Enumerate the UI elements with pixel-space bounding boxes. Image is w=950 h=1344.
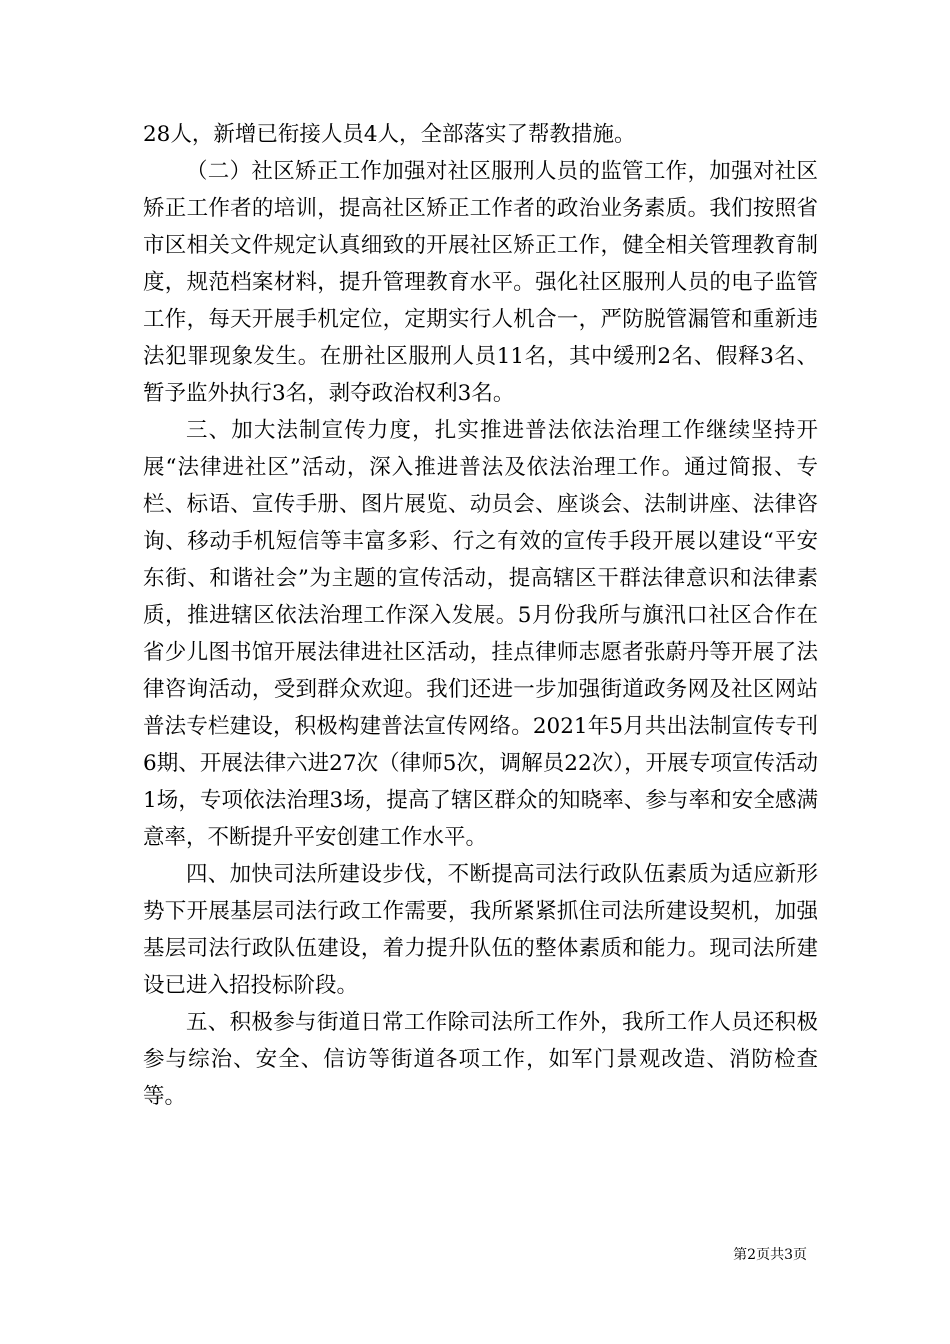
document-body (143, 116, 818, 1115)
paragraph-continuation: 28人，新增已衔接人员4人，全部落实了帮教措施。 (143, 122, 636, 147)
paragraph-community-correction: （二）社区矫正工作加强对社区服刑人员的监管工作，加强对社区矫正工作者的培训，提高社区矫正工作者的政治业务素质。我们按照省市区相关文件规定认真细致的开展社区矫正工作，健全相关管理教育制度，规范档案材料，提升管理教育水平。强化社区服刑人员的电子监管工作，每天开展手机定位，定期实行人机合一，严防脱管漏管和重新违法犯罪现象发生。在册社区服刑人员11名，其中缓刑2名、假释3名、暂予监外执行3名，剥夺政治权利3名。 (143, 159, 818, 406)
paragraph-legal-publicity: 三、加大法制宣传力度，扎实推进普法依法治理工作继续坚持开展“法律进社区”活动，深入推进普法及依法治理工作。通过简报、专栏、标语、宣传手册、图片展览、动员会、座谈会、法制讲座、法律咨询、移动手机短信等丰富多彩、行之有效的宣传手段开展以建设“平安东街、和谐社会”为主题的宣传活动，提高辖区干群法律意识和法律素质，推进辖区依法治理工作深入发展。5月份我所与旗汛口社区合作在省少儿图书馆开展法律进社区活动，挂点律师志愿者张蔚丹等开展了法律咨询活动，受到群众欢迎。我们还进一步加强街道政务网及社区网站普法专栏建设，积极构建普法宣传网络。2021年5月共出法制宣传专刊6期、开展法律六进27次（律师5次，调解员22次），开展专项宣传活动1场，专项依法治理3场，提高了辖区群众的知晓率、参与率和安全感满意率，不断提升平安创建工作水平。 (143, 418, 818, 850)
page-number-footer: 第2页共3页 (733, 1247, 807, 1263)
paragraph-office-construction: 四、加快司法所建设步伐，不断提高司法行政队伍素质为适应新形势下开展基层司法行政工作需要，我所紧紧抓住司法所建设契机，加强基层司法行政队伍建设，着力提升队伍的整体素质和能力。现司法所建设已进入招投标阶段。 (143, 862, 818, 998)
paragraph-street-work: 五、积极参与街道日常工作除司法所工作外，我所工作人员还积极参与综治、安全、信访等街道各项工作，如军门景观改造、消防检查等。 (143, 1010, 818, 1109)
